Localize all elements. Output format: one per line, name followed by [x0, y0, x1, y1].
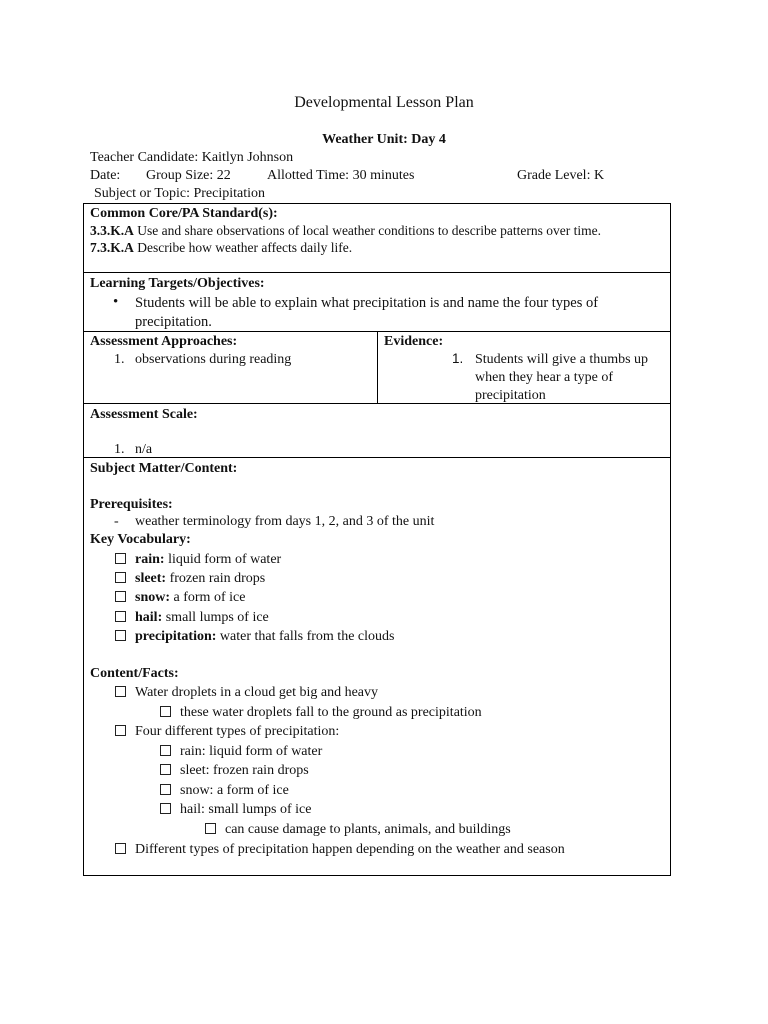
fact-item [160, 744, 322, 760]
evidence-line: Students will give a thumbs up [475, 352, 649, 367]
scale-text: n/a [135, 442, 153, 457]
subject-matter-heading: Subject Matter/Content: [90, 461, 238, 476]
fact-item [160, 763, 309, 779]
fact-item [205, 822, 511, 838]
vocab-definition: a form of ice [170, 590, 246, 605]
prerequisites-heading: Prerequisites: [90, 497, 173, 512]
prerequisite-text: weather terminology from days 1, 2, and 3 of the unit [135, 514, 435, 529]
table-bottom-border [83, 875, 671, 876]
standard-text: Describe how weather affects daily life. [133, 240, 353, 255]
fact-text: these water droplets fall to the ground as precipitation [180, 705, 482, 720]
vocab-item [115, 629, 394, 645]
checkbox-icon [115, 630, 126, 641]
approach-text: observations during reading [135, 352, 292, 367]
evidence-line: when they hear a type of [475, 370, 613, 385]
checkbox-icon [115, 725, 126, 736]
fact-item [160, 802, 311, 818]
vocab-definition: liquid form of water [164, 552, 282, 567]
content-facts-heading: Content/Facts: [90, 666, 179, 681]
fact-text: Four different types of precipitation: [135, 724, 340, 739]
row-divider [83, 457, 671, 458]
checkbox-icon [115, 591, 126, 602]
standard-code: 3.3.K.A [90, 223, 134, 238]
checkbox-icon [205, 823, 216, 834]
vocab-item [115, 571, 265, 587]
fact-item [115, 685, 378, 701]
subject-topic: Subject or Topic: Precipitation [94, 186, 266, 201]
checkbox-icon [160, 706, 171, 717]
date-label: Date: [90, 168, 121, 183]
vocab-term: snow: [135, 590, 171, 605]
evidence-line: precipitation [475, 388, 546, 403]
standard-text: Use and share observations of local weather conditions to describe patterns over time. [133, 223, 601, 238]
vocab-term: hail: [135, 610, 163, 625]
vocab-definition: small lumps of ice [162, 610, 269, 625]
vocab-item [115, 590, 245, 606]
checkbox-icon [115, 843, 126, 854]
teacher-candidate: Teacher Candidate: Kaitlyn Johnson [90, 150, 294, 165]
prerequisite-dash: - [114, 514, 119, 529]
fact-text: rain: liquid form of water [180, 744, 323, 759]
row-divider [83, 403, 671, 404]
fact-item [115, 724, 339, 740]
fact-text: snow: a form of ice [180, 783, 289, 798]
column-divider [377, 332, 378, 403]
vocab-term: sleet: [135, 571, 167, 586]
approach-number: 1. [114, 352, 125, 367]
fact-text: Water droplets in a cloud get big and heavy [135, 685, 379, 700]
vocab-definition: water that falls from the clouds [216, 629, 395, 644]
standard-item [90, 240, 352, 256]
row-divider [83, 272, 671, 273]
fact-text: sleet: frozen rain drops [180, 763, 309, 778]
group-size: Group Size: 22 [146, 168, 231, 183]
vocab-item [115, 552, 281, 568]
objective-line: precipitation. [135, 314, 212, 330]
grade-level: Grade Level: K [517, 168, 605, 183]
objectives-heading: Learning Targets/Objectives: [90, 276, 265, 291]
approaches-heading: Assessment Approaches: [90, 334, 238, 349]
checkbox-icon [115, 611, 126, 622]
fact-item [160, 783, 289, 799]
vocab-item [115, 610, 269, 626]
scale-heading: Assessment Scale: [90, 407, 198, 422]
checkbox-icon [115, 553, 126, 564]
fact-text: hail: small lumps of ice [180, 802, 312, 817]
standards-heading: Common Core/PA Standard(s): [90, 206, 278, 221]
scale-number: 1. [114, 442, 125, 457]
checkbox-icon [160, 764, 171, 775]
standard-code: 7.3.K.A [90, 240, 134, 255]
vocab-term: rain: [135, 552, 165, 567]
fact-item [160, 705, 482, 721]
evidence-heading: Evidence: [384, 334, 444, 349]
checkbox-icon [115, 686, 126, 697]
evidence-number: 1. [452, 351, 464, 366]
checkbox-icon [160, 784, 171, 795]
document-title: Developmental Lesson Plan [294, 94, 474, 111]
allotted-time: Allotted Time: 30 minutes [267, 168, 415, 183]
objective-line: Students will be able to explain what precipitation is and name the four types of [135, 295, 599, 311]
unit-subtitle: Weather Unit: Day 4 [322, 132, 446, 147]
vocab-definition: frozen rain drops [166, 571, 266, 586]
bullet-icon: • [113, 294, 119, 310]
checkbox-icon [160, 803, 171, 814]
vocab-term: precipitation: [135, 629, 217, 644]
fact-item [115, 842, 565, 858]
fact-text: Different types of precipitation happen depending on the weather and season [135, 842, 565, 857]
fact-text: can cause damage to plants, animals, and buildings [225, 822, 511, 837]
checkbox-icon [160, 745, 171, 756]
vocabulary-heading: Key Vocabulary: [90, 532, 191, 547]
standard-item [90, 223, 601, 239]
checkbox-icon [115, 572, 126, 583]
